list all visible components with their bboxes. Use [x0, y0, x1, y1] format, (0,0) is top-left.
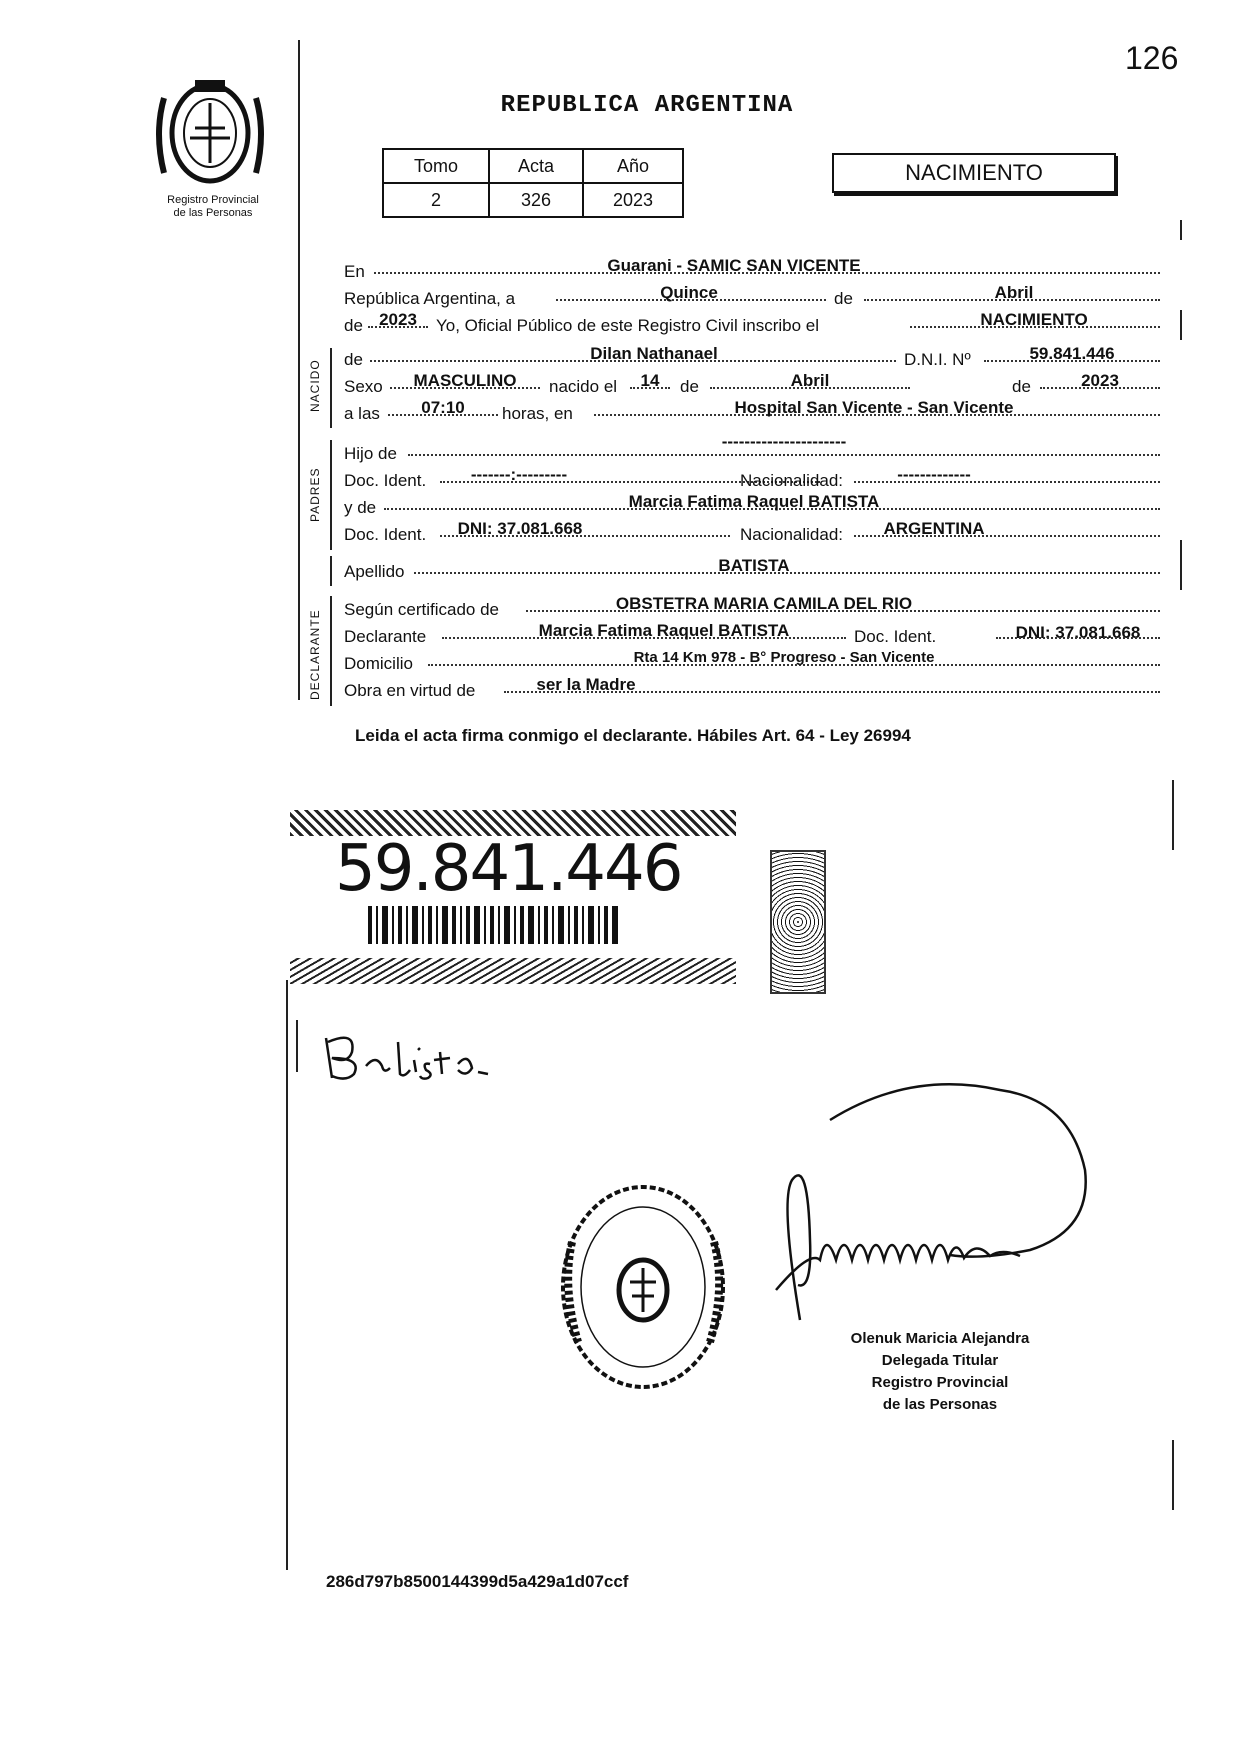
right-margin-mark — [1180, 310, 1182, 340]
year-value: 2023 — [379, 310, 417, 329]
section-padres-label: PADRES — [308, 467, 322, 522]
row-doc2: Doc. Ident. DNI: 37.081.668 Nacionalidad: ARGENTINA — [344, 523, 1160, 547]
document-title: REPUBLICA ARGENTINA — [500, 92, 794, 119]
section-declarante-label: DECLARANTE — [308, 609, 322, 700]
row-certificado: Según certificado de OBSTETRA MARIA CAMILA DEL RIO — [344, 598, 1160, 622]
logo-caption: Registro Provincial de las Personas — [167, 194, 259, 219]
signature-margin-line — [296, 1020, 298, 1072]
row-en: En Guarani - SAMIC SAN VICENTE — [344, 260, 1160, 284]
barcode-number: 59.841.446 — [335, 832, 682, 906]
inscribo-value: NACIMIENTO — [980, 310, 1088, 329]
section-padres-bracket — [330, 440, 332, 550]
place-value: Guarani - SAMIC SAN VICENTE — [607, 256, 861, 275]
section-nacido-bracket — [330, 348, 332, 428]
right-margin-mark — [1180, 220, 1182, 240]
official-org-2: de las Personas — [882, 1396, 998, 1413]
row-hijo-de: Hijo de ---------------------- — [344, 442, 1160, 466]
official-signature — [740, 1080, 1120, 1340]
declarant-doc: DNI: 37.081.668 — [1015, 623, 1141, 642]
acta-value: 326 — [489, 183, 583, 217]
mother-name: Marcia Fatima Raquel BATISTA — [628, 492, 880, 511]
row-doc1: Doc. Ident. -------:--------- Nacionalidad: ------------- — [344, 469, 1160, 493]
official-role: Delegada Titular — [881, 1352, 999, 1369]
birth-month: Abril — [790, 371, 830, 390]
page-number: 126 — [1125, 40, 1179, 76]
tomo-label: Tomo — [383, 149, 489, 183]
left-margin-line-lower — [286, 980, 288, 1570]
official-org-1: Registro Provincial — [871, 1374, 1009, 1391]
row-hora: a las 07:10 horas, en Hospital San Vicente - San Vicente — [344, 402, 1160, 426]
tomo-value: 2 — [383, 183, 489, 217]
mother-nationality: ARGENTINA — [883, 519, 985, 538]
barcode-icon — [368, 906, 620, 944]
anio-label: Año — [583, 149, 683, 183]
section-declarante-bracket — [330, 596, 332, 706]
official-name: Olenuk Maricia Alejandra — [850, 1330, 1030, 1347]
anio-value: 2023 — [583, 183, 683, 217]
row-domicilio: Domicilio Rta 14 Km 978 - B° Progreso - San Vicente — [344, 652, 1160, 676]
official-round-stamp — [548, 1172, 738, 1402]
right-margin-mark — [1172, 1440, 1174, 1510]
acta-label: Acta — [489, 149, 583, 183]
child-name: Dilan Nathanael — [590, 344, 718, 363]
row-declarante: Declarante Marcia Fatima Raquel BATISTA Doc. Ident. DNI: 37.081.668 — [344, 625, 1160, 649]
mother-doc: DNI: 37.081.668 — [457, 519, 583, 538]
handwritten-signature-batista — [318, 1012, 538, 1092]
address-value: Rta 14 Km 978 - B° Progreso - San Vicente — [633, 649, 935, 666]
certificate-value: OBSTETRA MARIA CAMILA DEL RIO — [615, 594, 913, 613]
month-value: Abril — [994, 283, 1034, 302]
row-apellido: Apellido BATISTA — [344, 560, 1160, 584]
tomo-acta-table — [382, 148, 684, 218]
closing-note: Leida el acta firma conmigo el declarante. Hábiles Art. 64 - Ley 26994 — [355, 726, 911, 745]
birth-place: Hospital San Vicente - San Vicente — [734, 398, 1014, 417]
row-nombre: de Dilan Nathanael D.N.I. Nº 59.841.446 — [344, 348, 1160, 372]
sex-value: MASCULINO — [413, 371, 517, 390]
child-dni: 59.841.446 — [1029, 344, 1115, 363]
right-margin-mark — [1180, 540, 1182, 590]
hologram-seal — [770, 850, 826, 994]
document-hash: 286d797b8500144399d5a429a1d07ccf — [326, 1572, 629, 1591]
father-doc: -------:--------- — [470, 465, 568, 484]
father-nationality: ------------- — [897, 465, 971, 484]
right-margin-mark — [1172, 780, 1174, 850]
relationship-value: ser la Madre — [536, 675, 636, 694]
birth-year: 2023 — [1081, 371, 1119, 390]
row-madre: y de Marcia Fatima Raquel BATISTA — [344, 496, 1160, 520]
section-apellido-bracket — [330, 556, 332, 586]
row-oficial: de 2023 Yo, Oficial Público de este Registro Civil inscribo el NACIMIENTO — [344, 314, 1160, 338]
section-nacido-label: NACIDO — [308, 359, 322, 412]
row-fecha: República Argentina, a Quince de Abril — [344, 287, 1160, 311]
birth-day: 14 — [640, 371, 660, 390]
surname-value: BATISTA — [718, 556, 790, 575]
security-band-bottom — [290, 958, 736, 984]
birth-time: 07:10 — [421, 398, 465, 417]
row-obra: Obra en virtud de ser la Madre — [344, 679, 1160, 703]
row-sexo: Sexo MASCULINO nacido el 14 de Abril de 2023 — [344, 375, 1160, 399]
day-words: Quince — [660, 283, 718, 302]
declarant-name: Marcia Fatima Raquel BATISTA — [538, 621, 790, 640]
left-margin-line — [298, 40, 300, 700]
father-name: ---------------------- — [721, 432, 847, 451]
record-type: NACIMIENTO — [832, 153, 1116, 193]
